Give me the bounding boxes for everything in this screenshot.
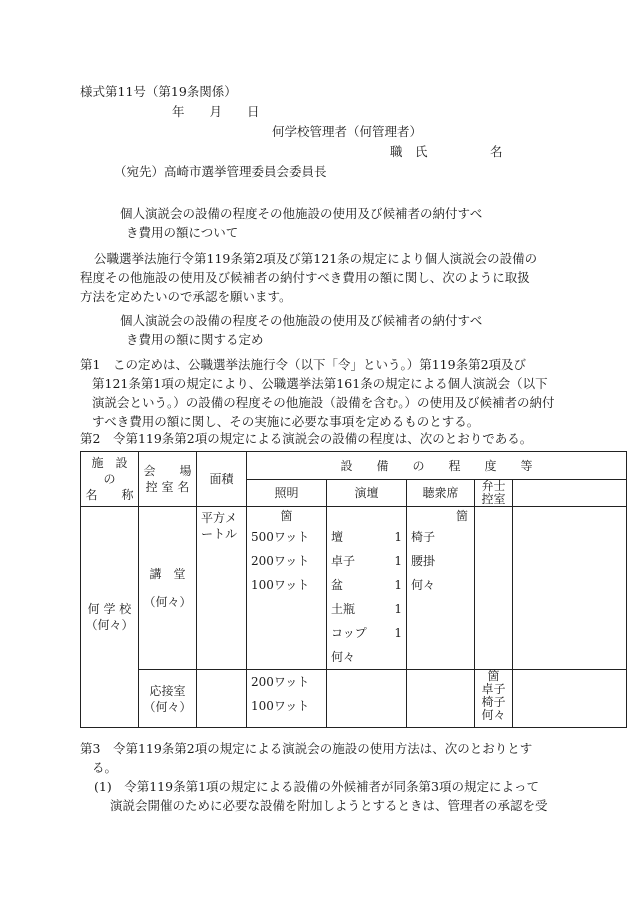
header-facility-name: 施 設 の 名 称 [81,452,139,507]
header-lighting: 照明 [247,480,327,507]
stage-cell [327,670,407,728]
article-3-line: る。 [92,760,118,775]
intro-line: 公職選挙法施行令第119条第2項及び第121条の規定により個人演説会の設備の [94,251,538,266]
header-area: 面積 [197,452,247,507]
addressee: （宛先）高崎市選挙管理委員会委員長 [114,164,327,179]
subject-line: 個人演説会の設備の程度その他施設の使用及び候補者の納付すべ [120,206,483,221]
article-1 [80,355,555,431]
rules-title [120,311,482,349]
lighting-cell: 200ワット 100ワット [247,670,327,728]
article-1-line: 第121条第1項の規定により、公職選挙法第161条の規定による個人演説会（以下 [92,376,548,391]
venue-name: 講 堂 （何々） [139,507,197,670]
sender-line: 何学校管理者（何管理者） [272,124,423,139]
rules-title-line: き費用の額に関する定め [126,332,264,347]
header-equipment: 設 備 の 程 度 等 [247,452,627,480]
intro-paragraph [80,249,537,306]
blank-cell [513,670,627,728]
article-2: 第2 令第119条第2項の規定による演説会の設備の程度は、次のとおりである。 [80,431,533,446]
audience-cell: 箇 椅子 腰掛 何々 [407,507,475,670]
article-1-line: 演説会という。）の設備の程度その他施設（設備を含む。）の使用及び候補者の納付 [92,395,555,410]
article-3 [80,739,532,777]
facility-name: 何 学 校 （何々） [81,507,139,728]
lighting-cell: 箇 500ワット 200ワット 100ワット [247,507,327,670]
subject [120,204,482,242]
blank-header-cell [513,480,627,507]
intro-line: 程度その他施設の使用及び候補者の納付すべき費用の額に関し、次のように取扱 [80,270,530,285]
blank-cell [513,507,627,670]
form-label: 様式第11号（第19条関係） [80,84,237,99]
subject-line: き費用の額について [126,225,239,240]
rules-title-line: 個人演説会の設備の程度その他施設の使用及び候補者の納付すべ [120,313,483,328]
item-1-line: 演説会開催のために必要な設備を附加しようとするときは、管理者の承認を受 [110,798,548,813]
stage-cell: 壇 1 卓子 1 盆 1 土瓶 1 コップ 1 何々 [327,507,407,670]
article-3-line: 第3 令第119条第2項の規定による演説会の施設の使用方法は、次のとおりとす [80,741,533,756]
item-1-line: (1) 令第119条第1項の規定による設備の外候補者が同条第3項の規定によって [94,779,539,794]
item-1 [94,777,548,815]
audience-cell [407,670,475,728]
table-row [81,670,627,728]
title-name-line: 職 氏 名 [390,144,503,159]
table-row [81,507,627,670]
header-venue: 会 場 控 室 名 [139,452,197,507]
area-cell [197,670,247,728]
article-1-line: 第1 この定めは、公職選挙法施行令（以下「令」という。）第119条第2項及び [80,357,527,372]
lounge-cell [475,507,513,670]
header-stage: 演壇 [327,480,407,507]
lounge-cell: 箇 卓子 椅子 何々 [475,670,513,728]
area-cell: 平方メ ートル [197,507,247,670]
header-audience: 聴衆席 [407,480,475,507]
facility-table [80,451,627,728]
venue-name: 応接室 （何々） [139,670,197,728]
article-1-line: すべき費用の額に関し、その実施に必要な事項を定めるものとする。 [92,414,480,429]
date-line: 年 月 日 [172,104,260,119]
header-speaker-lounge: 弁士 控室 [475,480,513,507]
intro-line: 方法を定めたいので承認を願います。 [80,289,292,304]
